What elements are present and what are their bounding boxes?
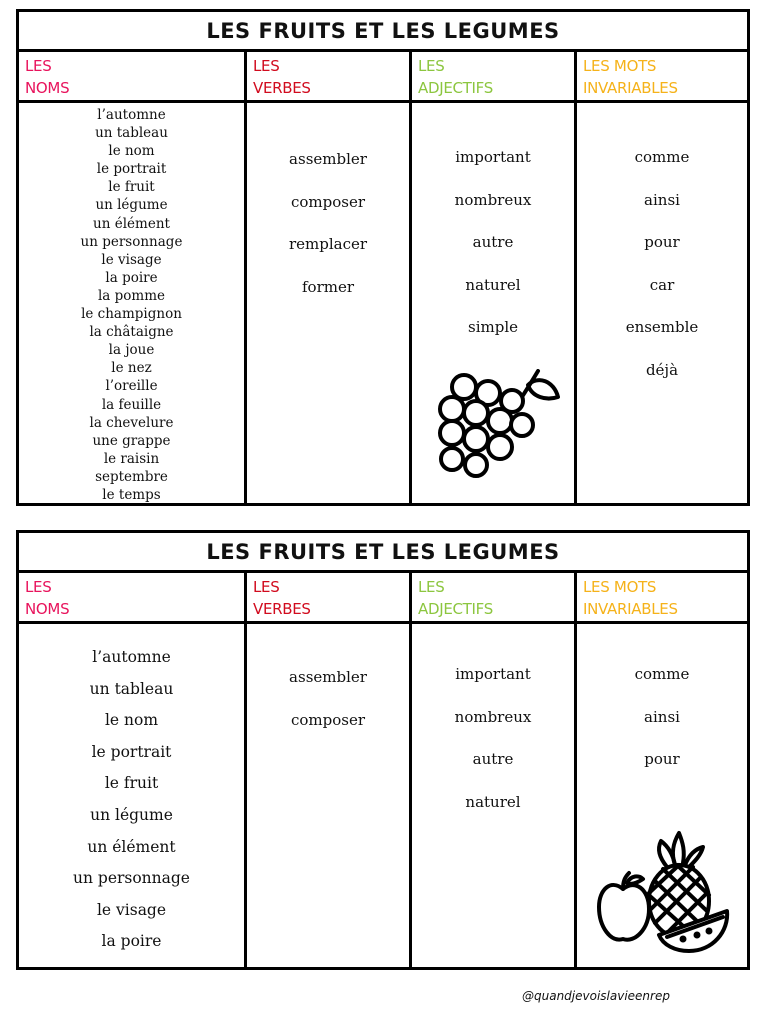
column-adjectifs: [412, 103, 577, 503]
list-item: le nez: [111, 360, 152, 377]
header-noms-line2: NOMS: [25, 600, 70, 618]
list-item: un personnage: [73, 869, 190, 888]
column-invariables: [577, 103, 747, 503]
list-item: important: [455, 665, 531, 683]
list-item: un personnage: [80, 233, 183, 250]
list-item: un légume: [90, 805, 173, 824]
list-item: composer: [290, 192, 366, 211]
list-item: autre: [472, 233, 514, 251]
header-noms-line1: LES: [25, 57, 52, 75]
header-adjectifs-line2: ADJECTIFS: [418, 600, 493, 618]
list-item: la joue: [108, 342, 155, 359]
list-item: la feuille: [101, 396, 162, 413]
list-item: le fruit: [108, 179, 155, 196]
table-title: LES FRUITS ET LES LEGUMES: [19, 12, 747, 52]
list-item: simple: [468, 318, 518, 336]
list-item: autre: [472, 750, 514, 768]
column-headers: [19, 52, 747, 103]
column-noms: [19, 624, 247, 967]
list-item: un élément: [87, 837, 176, 856]
header-invariables-line1: LES MOTS: [583, 57, 657, 75]
column-headers: [19, 573, 747, 624]
list-item: le visage: [101, 251, 162, 268]
list-item: la pomme: [97, 287, 166, 304]
list-item: pour: [644, 750, 680, 768]
header-adjectifs-line2: ADJECTIFS: [418, 79, 493, 97]
list-item: l’automne: [92, 648, 171, 666]
list-item: la poire: [105, 269, 158, 286]
list-item: l’oreille: [105, 378, 158, 395]
list-item: un élément: [93, 215, 170, 232]
list-item: septembre: [95, 468, 168, 485]
column-adjectifs: [412, 624, 577, 967]
list-item: car: [649, 275, 675, 294]
list-item: nombreux: [454, 190, 532, 209]
list-item: l’automne: [97, 107, 166, 123]
header-invariables-line1: LES MOTS: [583, 578, 657, 596]
list-item: le nom: [104, 711, 159, 730]
header-verbes-line1: LES: [253, 578, 280, 596]
list-item: un tableau: [89, 679, 174, 698]
header-noms-line2: NOMS: [25, 79, 70, 97]
list-item: composer: [290, 710, 366, 729]
bottom-table: [16, 530, 750, 970]
table-title: LES FRUITS ET LES LEGUMES: [19, 533, 747, 573]
list-item: ainsi: [644, 707, 680, 726]
list-item: le temps: [102, 486, 161, 503]
header-invariables: [577, 573, 747, 621]
header-noms-line1: LES: [25, 578, 52, 596]
header-verbes-line1: LES: [253, 57, 280, 75]
header-verbes: [247, 52, 412, 100]
header-verbes-line2: VERBES: [253, 79, 311, 97]
list-item: le nom: [108, 143, 155, 160]
list-item: assembler: [289, 150, 367, 168]
list-item: le raisin: [103, 450, 160, 467]
header-invariables: [577, 52, 747, 100]
header-verbes: [247, 573, 412, 621]
list-item: la chevelure: [89, 414, 174, 431]
list-item: le visage: [96, 900, 167, 919]
list-item: remplacer: [288, 235, 368, 253]
header-adjectifs: [412, 52, 577, 100]
header-verbes-line2: VERBES: [253, 600, 311, 618]
list-item: le portrait: [91, 742, 172, 761]
list-item: important: [455, 148, 531, 166]
header-noms: [19, 573, 247, 621]
list-item: le portrait: [96, 161, 167, 178]
list-item: la poire: [101, 932, 162, 951]
header-noms: [19, 52, 247, 100]
invariables-list: [577, 624, 747, 781]
list-item: une grappe: [92, 432, 171, 449]
list-item: la châtaigne: [89, 324, 174, 341]
column-invariables: [577, 624, 747, 967]
header-adjectifs-line1: LES: [418, 578, 445, 596]
list-item: comme: [634, 148, 690, 166]
list-item: un légume: [95, 197, 168, 214]
list-item: comme: [634, 665, 690, 683]
list-item: ainsi: [644, 190, 680, 209]
list-item: naturel: [465, 792, 521, 811]
column-verbes: [247, 103, 412, 503]
list-item: ensemble: [625, 318, 699, 336]
list-item: former: [301, 277, 355, 296]
header-adjectifs-line1: LES: [418, 57, 445, 75]
grapes-icon: [430, 369, 560, 487]
column-noms: [19, 103, 247, 503]
adjectifs-list: [412, 103, 574, 349]
list-item: naturel: [465, 275, 521, 294]
list-item: déjà: [645, 360, 679, 379]
fruit-basket-icon: [597, 827, 731, 957]
credit-handle: @quandjevoislavieenrep: [522, 989, 670, 1003]
list-item: un tableau: [95, 125, 168, 142]
list-item: nombreux: [454, 707, 532, 726]
header-invariables-line2: INVARIABLES: [583, 79, 678, 97]
top-table: [16, 9, 750, 506]
header-adjectifs: [412, 573, 577, 621]
column-verbes: [247, 624, 412, 967]
list-item: le champignon: [81, 306, 182, 323]
list-item: pour: [644, 233, 680, 251]
list-item: assembler: [289, 668, 367, 686]
header-invariables-line2: INVARIABLES: [583, 600, 678, 618]
list-item: le fruit: [104, 774, 159, 793]
